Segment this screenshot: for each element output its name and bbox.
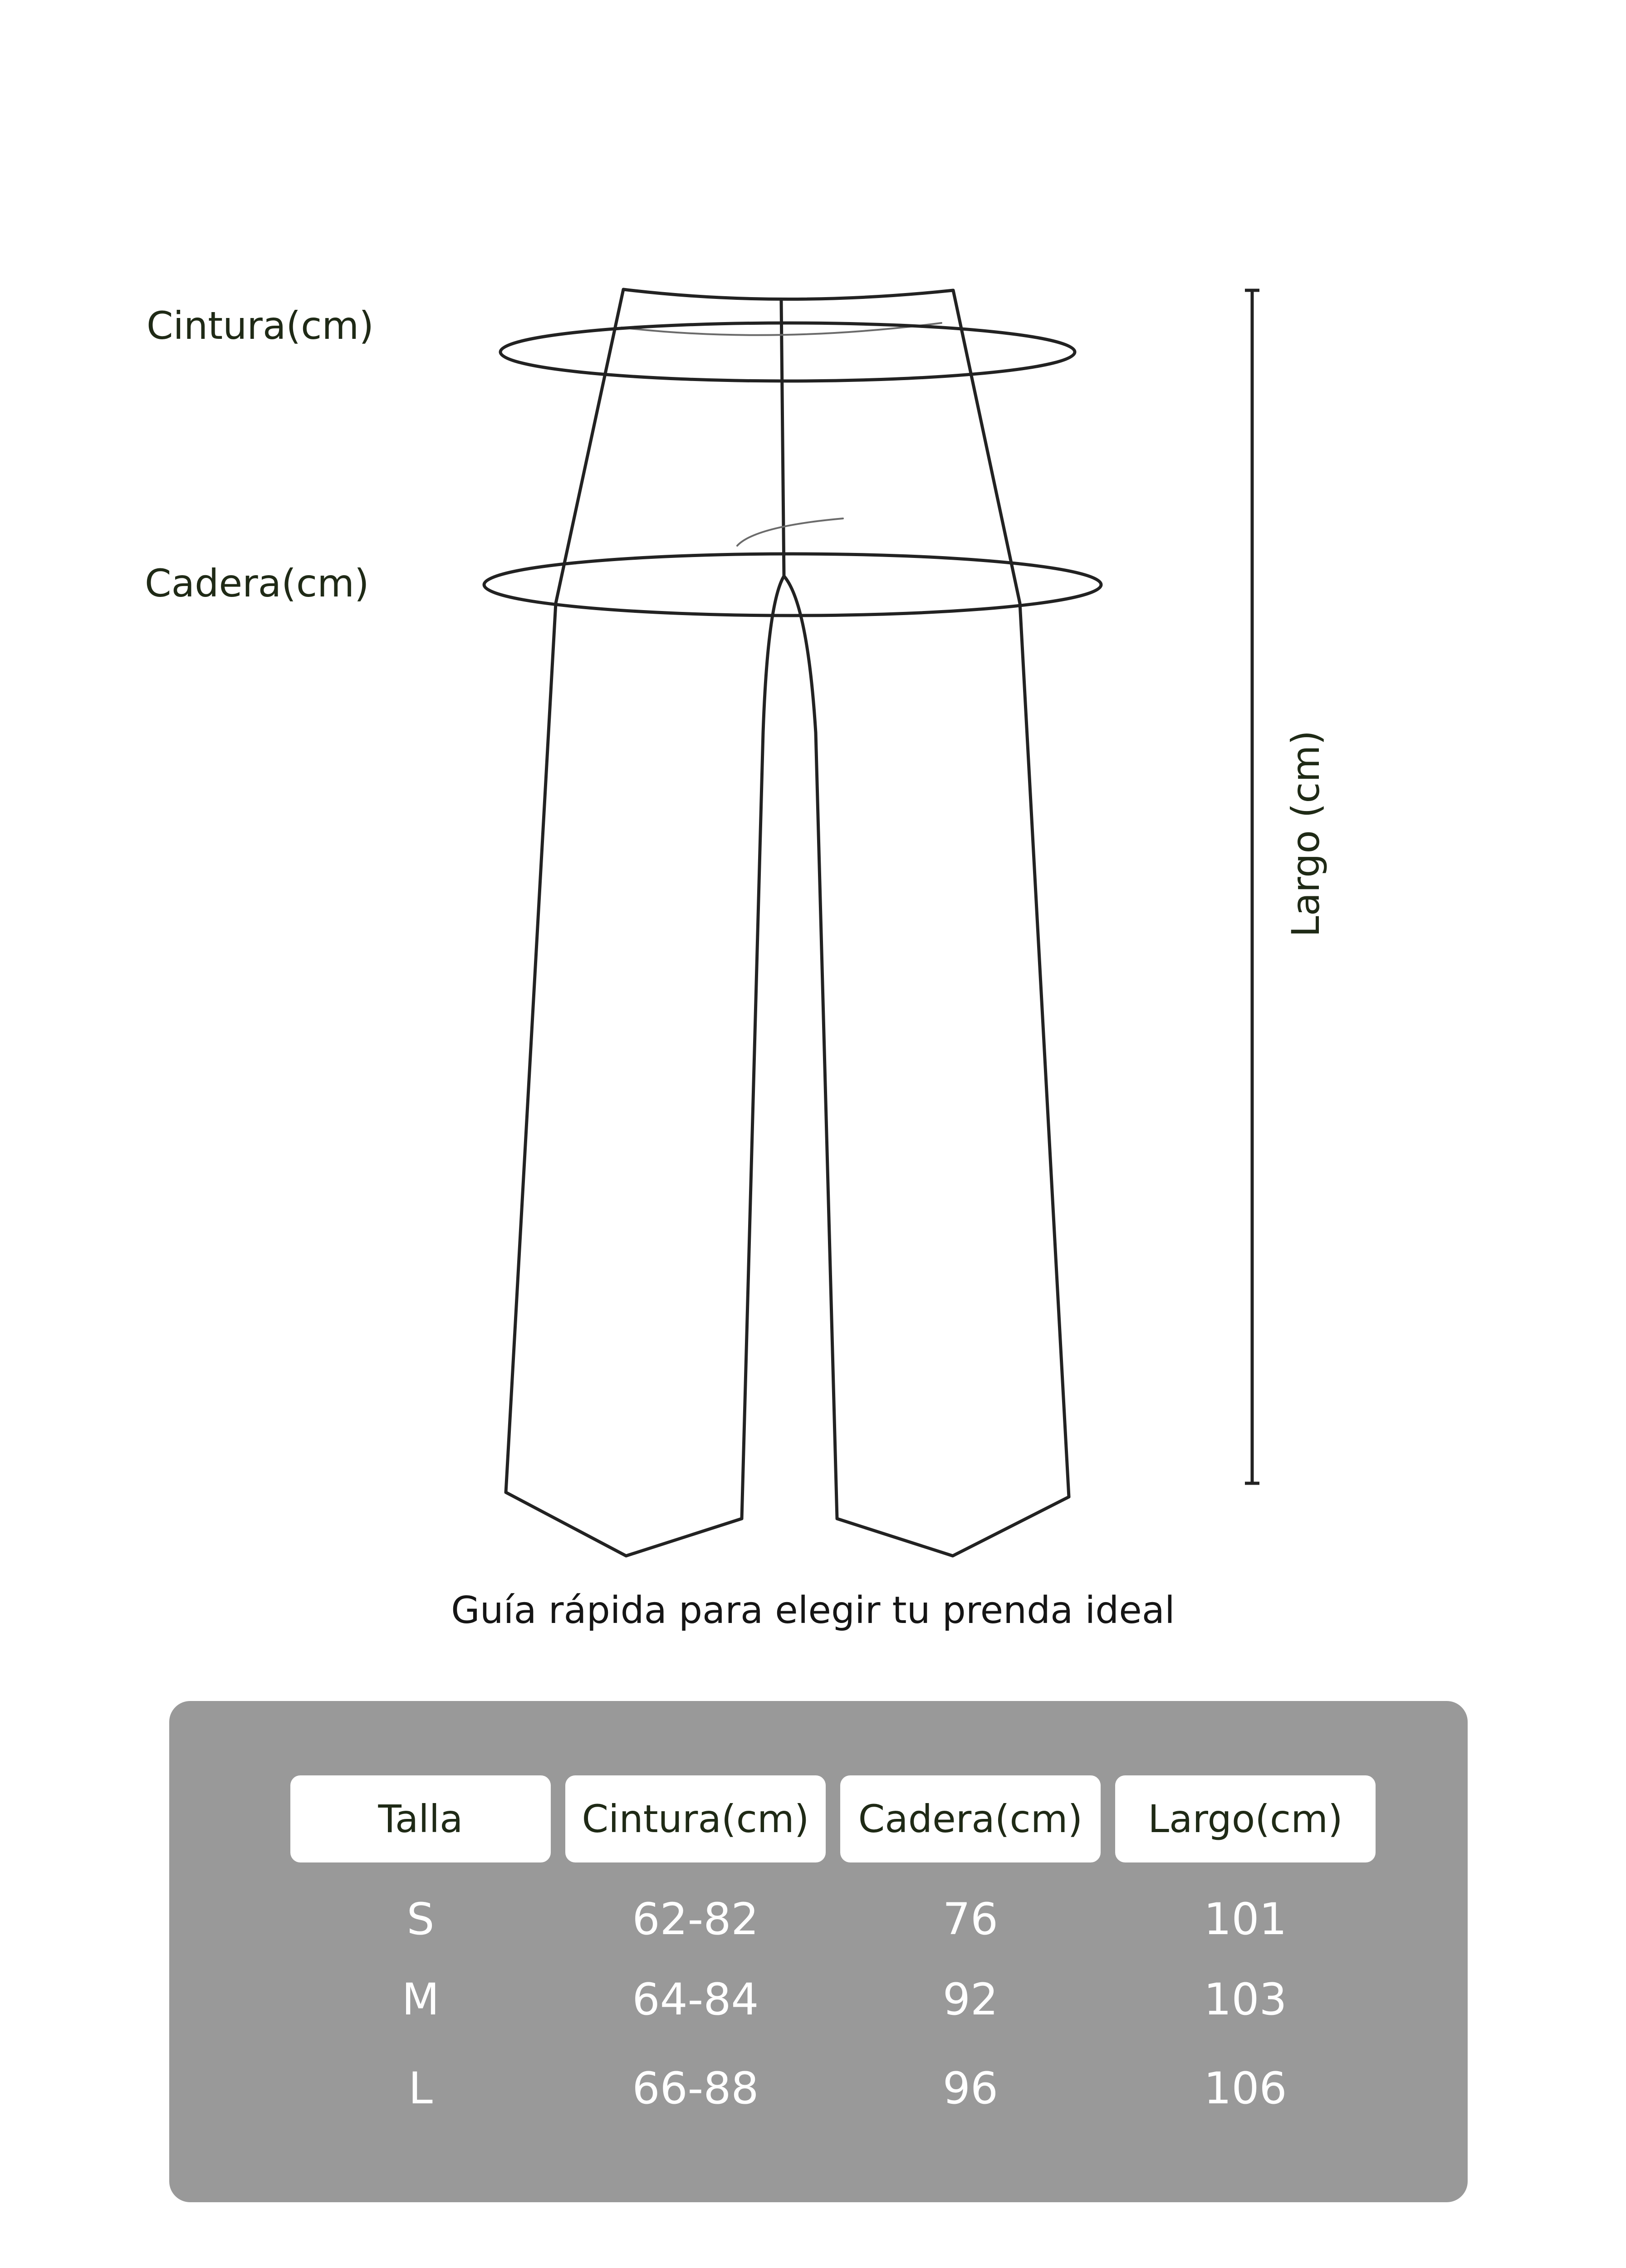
waist-label: Cintura(cm) — [147, 303, 374, 348]
hip-guide-ellipse — [484, 554, 1101, 616]
row-s-size: S — [406, 1894, 435, 1945]
hip-label: Cadera(cm) — [145, 561, 369, 606]
pocket-detail — [737, 518, 843, 546]
row-s-length: 101 — [1204, 1894, 1287, 1945]
row-l-hip: 96 — [942, 2063, 999, 2114]
size-guide-caption: Guía rápida para elegir tu prenda ideal — [451, 1589, 1175, 1632]
pants-outline — [506, 289, 1069, 1556]
center-seam — [781, 301, 784, 576]
header-size: Talla — [290, 1775, 551, 1862]
row-l-waist: 66-88 — [632, 2063, 759, 2114]
row-m-size: M — [402, 1974, 440, 2025]
size-table-panel — [169, 1701, 1468, 2202]
waist-guide-ellipse — [500, 323, 1075, 381]
header-waist: Cintura(cm) — [565, 1775, 826, 1862]
header-hip: Cadera(cm) — [840, 1775, 1101, 1862]
length-label: Largo (cm) — [1283, 730, 1328, 938]
header-length: Largo(cm) — [1115, 1775, 1376, 1862]
row-m-hip: 92 — [942, 1974, 999, 2025]
row-s-hip: 76 — [942, 1894, 999, 1945]
row-s-waist: 62-82 — [632, 1894, 759, 1945]
row-m-waist: 64-84 — [632, 1974, 759, 2025]
row-l-length: 106 — [1204, 2063, 1287, 2114]
row-l-size: L — [408, 2063, 433, 2114]
row-m-length: 103 — [1204, 1974, 1287, 2025]
